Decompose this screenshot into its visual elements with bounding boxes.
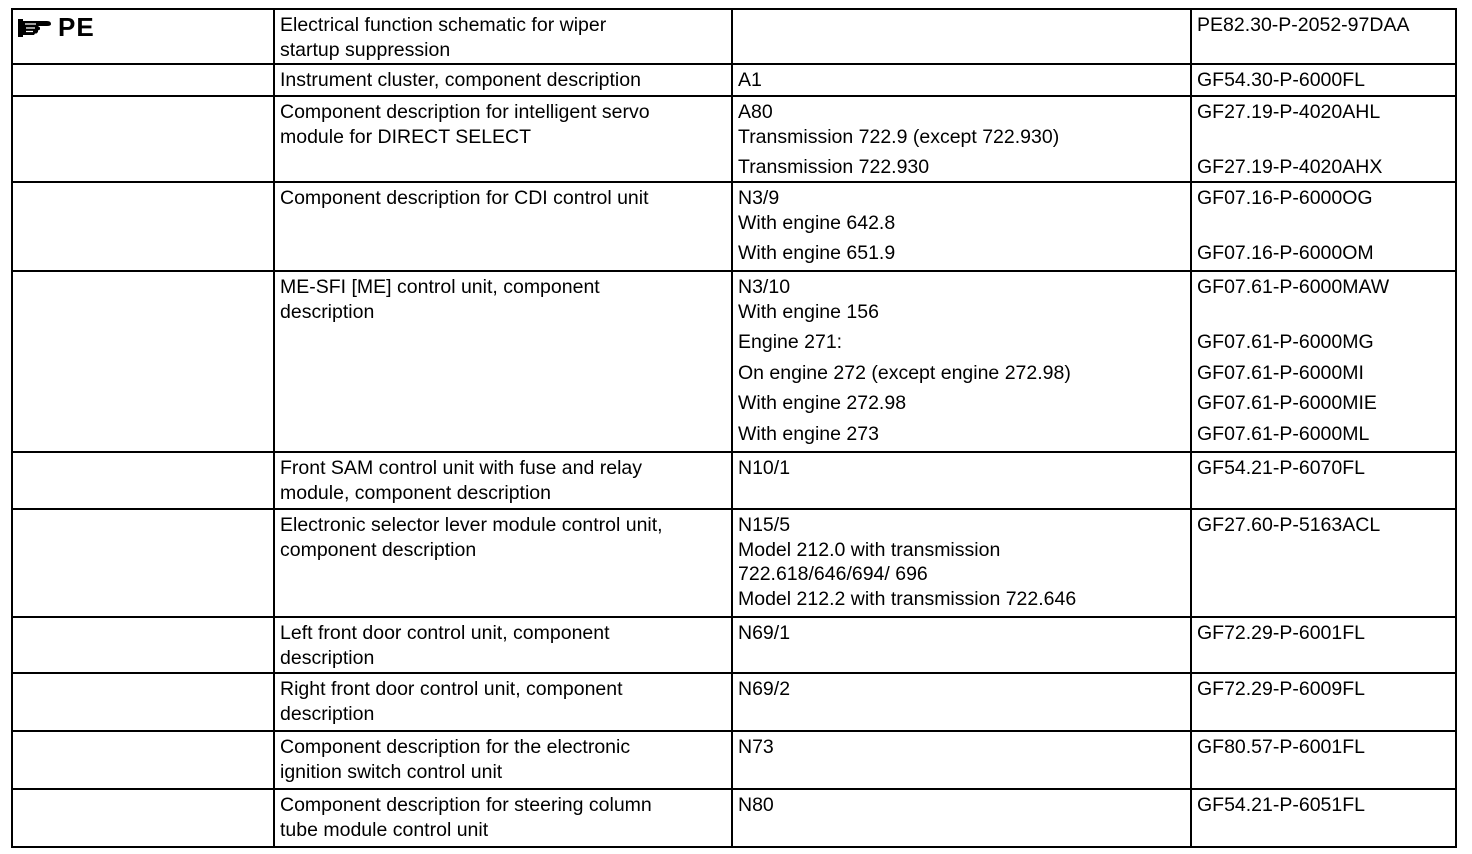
reference-table-body xyxy=(12,9,1456,847)
designation-cell xyxy=(732,64,1191,96)
document-cell xyxy=(1191,96,1456,182)
description-text: Component description for CDI control unit xyxy=(280,187,649,209)
designation-cell xyxy=(732,617,1191,673)
designation-entry: With engine 273 xyxy=(738,422,879,445)
document-cell xyxy=(1191,9,1456,64)
table-row xyxy=(12,9,1456,64)
document-number xyxy=(1197,211,1451,236)
document-number: GF27.60-P-5163ACL xyxy=(1197,514,1381,536)
description-cell xyxy=(274,673,732,731)
blank-cell xyxy=(12,509,274,617)
designation-entry: N69/1 xyxy=(738,622,791,644)
document-number: GF54.30-P-6000FL xyxy=(1197,69,1366,91)
document-number xyxy=(1197,300,1451,325)
description-cell xyxy=(274,64,732,96)
description-text: Front SAM control unit with fuse and relay module, component description xyxy=(280,457,642,504)
document-number: PE82.30-P-2052-97DAA xyxy=(1197,14,1410,36)
table-row xyxy=(12,673,1456,731)
table-row xyxy=(12,96,1456,182)
designation-cell xyxy=(732,96,1191,182)
blank-cell xyxy=(12,617,274,673)
document-number xyxy=(1197,125,1451,150)
description-cell xyxy=(274,182,732,271)
document-cell xyxy=(1191,673,1456,731)
designation-entry: N3/10 xyxy=(738,276,791,298)
description-text: Component description for the electronic ignition switch control unit xyxy=(280,736,631,783)
designation-cell xyxy=(732,509,1191,617)
table-row xyxy=(12,509,1456,617)
table-row xyxy=(12,789,1456,847)
designation-cell xyxy=(732,673,1191,731)
document-cell xyxy=(1191,452,1456,509)
document-number: GF72.29-P-6009FL xyxy=(1197,678,1366,700)
blank-cell xyxy=(12,182,274,271)
pe-label: PE xyxy=(58,12,95,42)
document-cell xyxy=(1191,182,1456,271)
table-row xyxy=(12,64,1456,96)
document-number: GF07.61-P-6000MIE xyxy=(1197,392,1377,414)
description-text: Electronic selector lever module control unit, component description xyxy=(280,514,663,561)
pointing-hand-icon xyxy=(16,16,52,38)
designation-entry: N10/1 xyxy=(738,457,791,479)
reference-table xyxy=(11,8,1457,848)
document-number: GF27.19-P-4020AHX xyxy=(1197,156,1383,178)
blank-cell xyxy=(12,452,274,509)
description-cell xyxy=(274,271,732,452)
designation-cell xyxy=(732,789,1191,847)
description-cell xyxy=(274,509,732,617)
designation-entry xyxy=(738,13,1186,38)
document-number: GF07.61-P-6000ML xyxy=(1197,422,1370,445)
description-cell xyxy=(274,96,732,182)
designation-entry: A80 xyxy=(738,101,773,123)
designation-entry: Model 212.2 with transmission 722.646 xyxy=(738,587,1077,610)
designation-entry: Engine 271: xyxy=(738,331,843,353)
document-number: GF54.21-P-6070FL xyxy=(1197,457,1366,479)
description-text: Instrument cluster, component description xyxy=(280,69,641,91)
pe-marker xyxy=(16,14,95,40)
document-cell xyxy=(1191,617,1456,673)
description-cell xyxy=(274,617,732,673)
description-cell xyxy=(274,452,732,509)
designation-entry: N80 xyxy=(738,794,774,816)
designation-cell xyxy=(732,182,1191,271)
designation-entry: Transmission 722.9 (except 722.930) xyxy=(738,125,1060,148)
document-number: GF80.57-P-6001FL xyxy=(1197,736,1366,758)
blank-cell xyxy=(12,789,274,847)
designation-entry: N3/9 xyxy=(738,187,780,209)
blank-cell xyxy=(12,64,274,96)
blank-cell xyxy=(12,673,274,731)
designation-entry: With engine 272.98 xyxy=(738,392,907,414)
designation-cell xyxy=(732,452,1191,509)
document-cell xyxy=(1191,64,1456,96)
document-number: GF54.21-P-6051FL xyxy=(1197,794,1366,816)
pe-cell xyxy=(12,9,274,64)
blank-cell xyxy=(12,96,274,182)
document-number: GF07.61-P-6000MAW xyxy=(1197,276,1390,298)
description-text: Electrical function schematic for wiper startup suppression xyxy=(280,14,607,61)
document-cell xyxy=(1191,271,1456,452)
description-text: Left front door control unit, component description xyxy=(280,622,610,669)
description-text: Component description for intelligent servo module for DIRECT SELECT xyxy=(280,101,650,148)
designation-entry: A1 xyxy=(738,69,762,91)
blank-cell xyxy=(12,271,274,452)
table-row xyxy=(12,452,1456,509)
blank-cell xyxy=(12,731,274,789)
designation-entry: On engine 272 (except engine 272.98) xyxy=(738,361,1071,384)
document-number: GF72.29-P-6001FL xyxy=(1197,622,1366,644)
description-text: Right front door control unit, component description xyxy=(280,678,623,725)
description-text: Component description for steering column tube module control unit xyxy=(280,794,652,841)
document-number: GF27.19-P-4020AHL xyxy=(1197,101,1381,123)
document-cell xyxy=(1191,789,1456,847)
designation-cell xyxy=(732,9,1191,64)
designation-entry: N73 xyxy=(738,736,774,758)
description-text: ME-SFI [ME] control unit, component description xyxy=(280,276,600,323)
description-cell xyxy=(274,789,732,847)
designation-entry: Model 212.0 with transmission 722.618/646/694/ 696 xyxy=(738,538,1001,585)
designation-entry: N69/2 xyxy=(738,678,791,700)
designation-entry: N15/5 xyxy=(738,514,791,536)
description-cell xyxy=(274,731,732,789)
document-number: GF07.61-P-6000MI xyxy=(1197,361,1364,384)
document-number: GF07.16-P-6000OG xyxy=(1197,187,1373,209)
document-cell xyxy=(1191,509,1456,617)
designation-cell xyxy=(732,731,1191,789)
designation-cell xyxy=(732,271,1191,452)
document-number: GF07.16-P-6000OM xyxy=(1197,242,1374,264)
table-row xyxy=(12,182,1456,271)
description-cell xyxy=(274,9,732,64)
designation-entry: With engine 651.9 xyxy=(738,242,896,264)
designation-entry: With engine 156 xyxy=(738,300,879,323)
document-number: GF07.61-P-6000MG xyxy=(1197,331,1374,353)
designation-entry: With engine 642.8 xyxy=(738,211,896,234)
designation-entry: Transmission 722.930 xyxy=(738,156,930,178)
table-row xyxy=(12,731,1456,789)
table-row xyxy=(12,617,1456,673)
document-cell xyxy=(1191,731,1456,789)
table-row xyxy=(12,271,1456,452)
